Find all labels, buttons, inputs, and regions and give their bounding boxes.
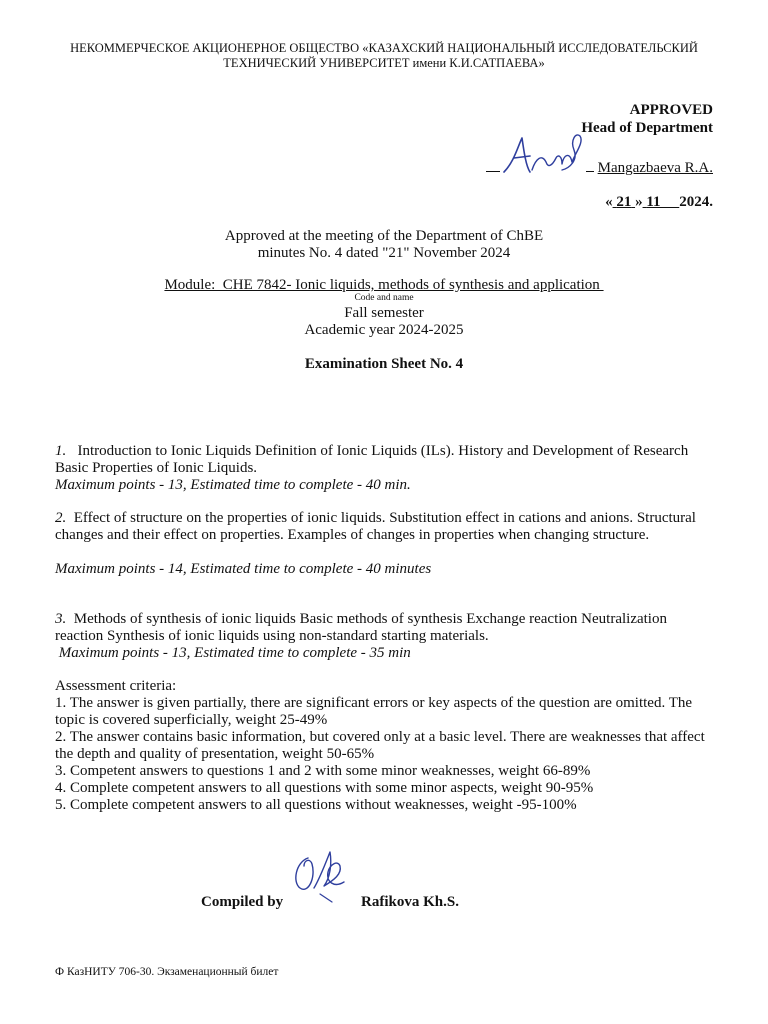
compiler-name: Rafikova Kh.S. bbox=[361, 894, 459, 910]
question-number: 2. bbox=[55, 510, 67, 526]
organization-line-2: ТЕХНИЧЕСКИЙ УНИВЕРСИТЕТ имени К.И.САТПАЕВА» bbox=[223, 56, 545, 70]
criteria-item: 2. The answer contains basic information, but covered only at a basic level. There are weaknesses that affect the depth and quality of presentation, weight 50-65% bbox=[55, 729, 705, 762]
criteria-item: 1. The answer is given partially, there are significant errors or key aspects of the question are omitted. The topic is covered superficially, weight 25-49% bbox=[55, 695, 693, 728]
semester: Fall semester bbox=[344, 305, 424, 321]
module-caption: Code and name bbox=[354, 293, 414, 303]
question-text bbox=[55, 443, 715, 477]
academic-year: Academic year 2024-2025 bbox=[304, 322, 464, 338]
approver-name: Mangazbaeva R.A. bbox=[597, 160, 713, 176]
criteria-item: 5. Complete competent answers to all questions without weaknesses, weight -95-100% bbox=[55, 797, 577, 813]
module-title bbox=[0, 277, 768, 294]
question-3 bbox=[55, 611, 715, 662]
footer-form-code: Ф КазНИТУ 706-30. Экзаменационный билет bbox=[55, 966, 279, 978]
meeting-info bbox=[0, 228, 768, 262]
organization-header bbox=[0, 41, 768, 71]
question-1 bbox=[55, 443, 715, 494]
question-body: Methods of synthesis of ionic liquids Basic methods of synthesis Exchange reaction Neutralization reaction Synthesis of ionic liquids using non-standard starting materials. bbox=[55, 611, 667, 644]
approval-date-year: 2024. bbox=[679, 194, 713, 210]
criteria-title: Assessment criteria: bbox=[55, 678, 177, 694]
approver-signature-line bbox=[486, 160, 713, 177]
meeting-line-1: Approved at the meeting of the Department of ChBE bbox=[224, 228, 544, 244]
organization-line-1: НЕКОММЕРЧЕСКОЕ АКЦИОНЕРНОЕ ОБЩЕСТВО «КАЗАХСКИЙ НАЦИОНАЛЬНЫЙ ИССЛЕДОВАТЕЛЬСКИЙ bbox=[70, 41, 698, 55]
question-points: Maximum points - 13, Estimated time to complete - 40 min. bbox=[55, 477, 411, 493]
assessment-criteria bbox=[55, 678, 715, 814]
approval-date: « 21 » 11 2024. bbox=[605, 194, 713, 210]
meeting-line-2: minutes No. 4 dated "21" November 2024 bbox=[257, 245, 511, 261]
approval-date-month: 11 bbox=[646, 194, 661, 210]
compiler-signature-image bbox=[290, 848, 346, 906]
signature-underline-right bbox=[586, 171, 594, 172]
question-points: Maximum points - 14, Estimated time to complete - 40 minutes bbox=[55, 561, 432, 577]
question-body: Effect of structure on the properties of ionic liquids. Substitution effect in cations and anions. Structural changes and their effect on properties. Examples of changes in properties when changing structure. bbox=[55, 510, 696, 543]
question-body: Introduction to Ionic Liquids Definition of Ionic Liquids (ILs). History and Development of Research Basic Properties of Ionic Liquids. bbox=[55, 443, 689, 476]
criteria-item: 3. Competent answers to questions 1 and 2 with some minor weaknesses, weight 66-89% bbox=[55, 763, 591, 779]
question-number: 3. bbox=[55, 611, 67, 627]
question-points: Maximum points - 13, Estimated time to complete - 35 min bbox=[55, 645, 411, 661]
compiled-by-label: Compiled by bbox=[201, 894, 284, 910]
approver-role: Head of Department bbox=[581, 120, 713, 136]
question-text bbox=[55, 510, 715, 544]
exam-sheet-title: Examination Sheet No. 4 bbox=[304, 356, 464, 372]
signature-underline-left bbox=[486, 171, 500, 172]
module-line: Module: CHE 7842- Ionic liquids, methods of synthesis and application bbox=[164, 277, 604, 293]
question-text bbox=[55, 611, 715, 645]
criteria-item: 4. Complete competent answers to all questions with some minor aspects, weight 90-95% bbox=[55, 780, 594, 796]
approved-label: APPROVED bbox=[629, 102, 713, 118]
question-number: 1. bbox=[55, 443, 67, 459]
approval-date-day: 21 bbox=[616, 194, 632, 210]
question-2 bbox=[55, 510, 715, 578]
